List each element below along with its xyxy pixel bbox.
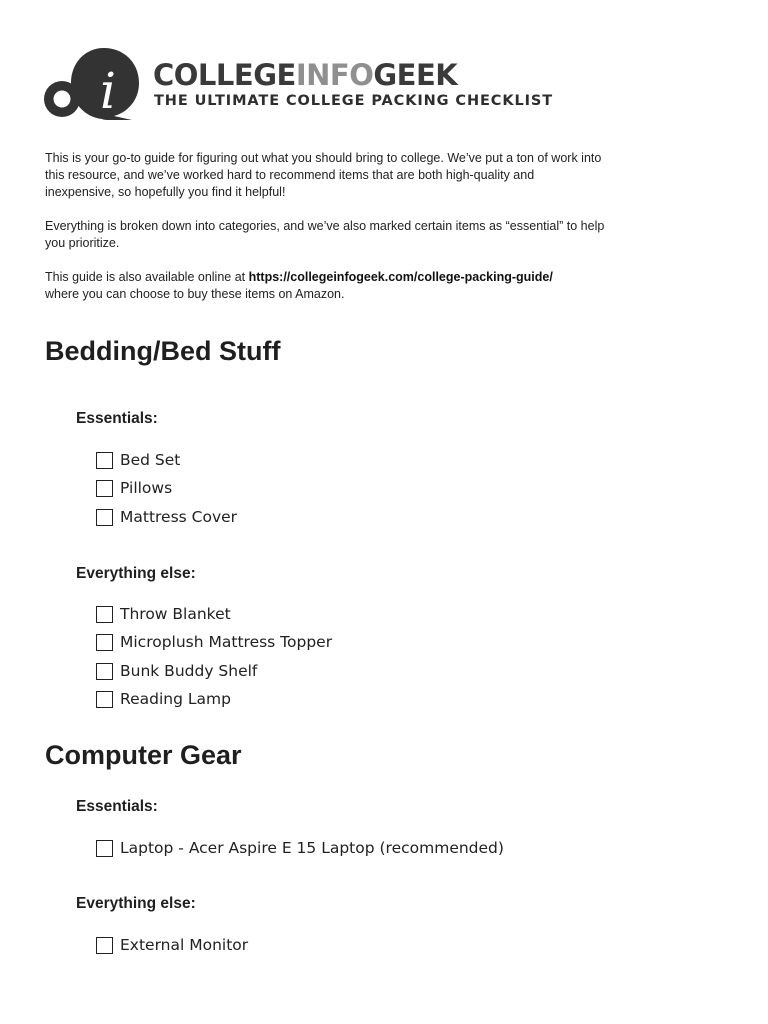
item-label: Bed Set — [120, 451, 181, 469]
checklist-item — [96, 507, 237, 527]
checkbox[interactable] — [96, 663, 113, 680]
item-label: External Monitor — [120, 936, 249, 954]
intro-paragraph-3 — [45, 269, 605, 303]
brand-wordmark — [153, 57, 457, 93]
brand-geek: GEEK — [373, 58, 458, 92]
checklist-item — [96, 478, 172, 498]
intro-paragraph-2: Everything is broken down into categories, and we’ve also marked certain items as “essential” to help you prioritize. — [45, 219, 605, 250]
item-label: Laptop - Acer Aspire E 15 Laptop (recommended) — [120, 839, 504, 857]
intro-paragraph-1: This is your go-to guide for figuring out what you should bring to college. We’ve put a ton of work into this resource, and we’ve worked hard to recommend items that are both high-quality and inexpensive, so hopefully you find it helpful! — [45, 151, 602, 199]
checklist-item — [96, 632, 332, 652]
page-subtitle: THE ULTIMATE COLLEGE PACKING CHECKLIST — [154, 93, 554, 109]
checklist-item — [96, 689, 231, 709]
bedding-essentials-heading: Essentials: — [76, 410, 158, 427]
guide-link[interactable]: https://collegeinfogeek.com/college-packing-guide/ — [248, 270, 553, 284]
checklist-item — [96, 838, 504, 858]
logo-icon — [44, 46, 140, 120]
item-label: Microplush Mattress Topper — [120, 633, 333, 651]
checkbox[interactable] — [96, 634, 113, 651]
item-label: Reading Lamp — [120, 690, 231, 708]
brand-college: COLLEGE — [153, 58, 296, 92]
checkbox[interactable] — [96, 452, 113, 469]
item-label: Bunk Buddy Shelf — [120, 662, 258, 680]
checkbox[interactable] — [96, 606, 113, 623]
logo-letter: i — [100, 62, 116, 120]
section-title-bedding: Bedding/Bed Stuff — [45, 336, 281, 366]
checklist-item — [96, 935, 248, 955]
checkbox[interactable] — [96, 480, 113, 497]
checkbox[interactable] — [96, 937, 113, 954]
item-label: Mattress Cover — [120, 508, 238, 526]
section-title-computer-gear: Computer Gear — [45, 740, 242, 770]
item-label: Throw Blanket — [120, 605, 231, 623]
intro-amazon-text: where you can choose to buy these items on Amazon. — [45, 287, 345, 301]
item-label: Pillows — [120, 479, 173, 497]
checklist-item — [96, 604, 231, 624]
intro-online-text: This guide is also available online at — [45, 270, 249, 284]
computer-essentials-heading: Essentials: — [76, 798, 158, 815]
computer-else-heading: Everything else: — [76, 895, 196, 912]
checklist-item — [96, 661, 257, 681]
brand-info: INFO — [295, 58, 374, 92]
checkbox[interactable] — [96, 840, 113, 857]
checklist-item — [96, 450, 180, 470]
checkbox[interactable] — [96, 691, 113, 708]
bedding-else-heading: Everything else: — [76, 565, 196, 582]
checkbox[interactable] — [96, 509, 113, 526]
